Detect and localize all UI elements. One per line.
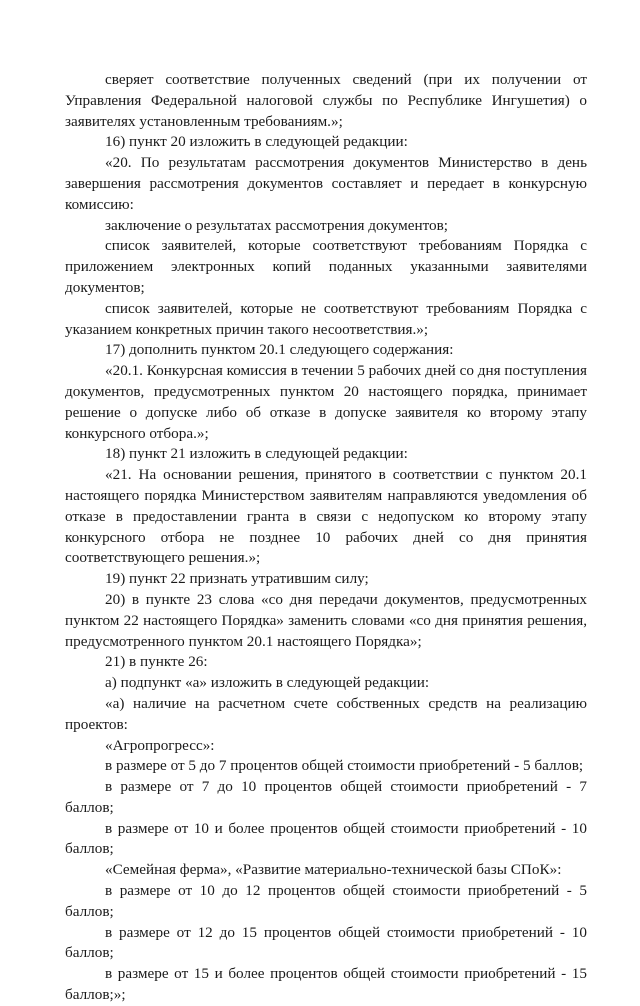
paragraph: в размере от 10 и более процентов общей стоимости приобретений - 10 баллов; (65, 819, 587, 858)
paragraph: заключение о результатах рассмотрения документов; (105, 216, 448, 234)
paragraph: список заявителей, которые соответствуют требованиям Порядка с приложением электронных копий поданных указанными заявителями документов; (65, 237, 587, 296)
paragraph: «Семейная ферма», «Развитие материально-технической базы СПоК»: (105, 861, 562, 879)
paragraph: «Агропрогресс»: (105, 736, 215, 754)
paragraph: сверяет соответствие полученных сведений (при их получении от Управления Федеральной налоговой службы по Республике Ингушетия) о заявителях установленным требованиям.»; (65, 71, 587, 130)
paragraph: 16) пункт 20 изложить в следующей редакции: (105, 133, 408, 151)
paragraph: 21) в пункте 26: (105, 653, 208, 671)
paragraph: а) подпункт «а» изложить в следующей редакции: (105, 674, 430, 692)
paragraph: 20) в пункте 23 слова «со дня передачи документов, предусмотренных пунктом 22 настоящего Порядка» заменить словами «со дня принятия решения, предусмотренного пунктом 20.1 настоящего Порядка»; (65, 590, 587, 650)
paragraph: в размере от 10 до 12 процентов общей стоимости приобретений - 5 баллов; (65, 882, 587, 920)
paragraph: «20. По результатам рассмотрения документов Министерство в день завершения рассмотрения документов составляет и передает в конкурсную комиссию: (65, 154, 587, 213)
paragraph: «а) наличие на расчетном счете собственных средств на реализацию проектов: (65, 694, 587, 733)
paragraph: в размере от 12 до 15 процентов общей стоимости приобретений - 10 баллов; (65, 923, 587, 962)
paragraph: «21. На основании решения, принятого в соответствии с пунктом 20.1 настоящего порядка Министерством заявителям направляются уведомления об отказе в предоставлении гранта в связи с недопуском ко второму этапу конкурсного отбора не позднее 10 рабочих дней со дня принятия соответствующего решения.»; (65, 466, 587, 567)
paragraph: список заявителей, которые не соответствуют требованиям Порядка с указанием конкретных причин такого несоответствия.»; (65, 299, 587, 338)
paragraph: в размере от 7 до 10 процентов общей стоимости приобретений - 7 баллов; (65, 778, 587, 816)
paragraph: 19) пункт 22 признать утратившим силу; (105, 570, 369, 588)
paragraph: в размере от 15 и более процентов общей стоимости приобретений - 15 баллов;»; (65, 965, 587, 1004)
paragraph: 18) пункт 21 изложить в следующей редакции: (105, 445, 408, 463)
paragraph: «20.1. Конкурсная комиссия в течении 5 рабочих дней со дня поступления документов, предусмотренных пунктом 20 настоящего порядка, принимает решение о допуске либо об отказе в допуске заявителя ко второму этапу конкурсного отбора.»; (65, 362, 587, 442)
paragraph: 17) дополнить пунктом 20.1 следующего содержания: (105, 341, 454, 359)
document-body (65, 70, 587, 1006)
paragraph: в размере от 5 до 7 процентов общей стоимости приобретений - 5 баллов; (105, 757, 584, 775)
